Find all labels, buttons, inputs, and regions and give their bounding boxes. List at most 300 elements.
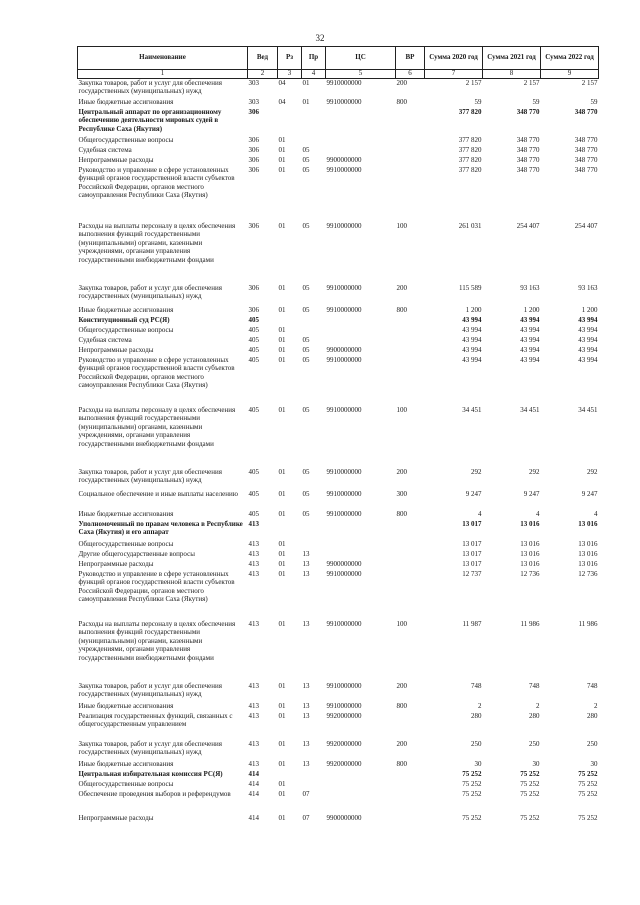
cell-sum-2022: 43 994 (578, 346, 598, 354)
column-number: 6 (396, 70, 425, 79)
cell-name: Закупка товаров, работ и услуг для обеспечения государственных (муниципальных) нужд (78, 740, 222, 757)
cell-rz: 01 (278, 146, 286, 154)
cell-sum-2020: 75 252 (462, 780, 482, 788)
cell-pr (302, 316, 326, 326)
table-row (78, 570, 599, 620)
cell-sum-2022: 12 736 (578, 570, 598, 578)
cell-vr (396, 540, 425, 550)
table-header-row (78, 47, 599, 70)
cell-sum-2022: 2 157 (581, 78, 598, 87)
cell-ved: 405 (248, 326, 259, 334)
table-row (78, 550, 599, 560)
cell-sum-2021: 43 994 (520, 326, 540, 334)
cell-cs: 9910000000 (326, 490, 362, 498)
cell-sum-2021: 348 770 (516, 156, 540, 164)
cell-ved: 303 (248, 98, 259, 106)
cell-name: Расходы на выплаты персоналу в целях обеспечения выполнения функций государственными (муниципальными) органами, казенными учреждениями, органами управления государственными внебюджетными фондами (78, 620, 236, 662)
cell-ved: 306 (248, 136, 259, 144)
cell-ved: 306 (248, 284, 259, 292)
cell-rz: 01 (278, 560, 286, 568)
table-row (78, 146, 599, 156)
cell-pr (302, 136, 326, 146)
cell-rz: 01 (278, 740, 286, 748)
cell-sum-2022: 9 247 (581, 490, 598, 498)
cell-ved: 303 (248, 78, 259, 87)
cell-pr: 07 (302, 790, 310, 798)
cell-sum-2020: 9 247 (465, 490, 482, 498)
cell-cs: 9910000000 (326, 306, 362, 314)
cell-sum-2021: 292 (529, 468, 540, 476)
cell-vr: 800 (396, 760, 407, 768)
cell-sum-2021: 43 994 (520, 356, 540, 364)
cell-rz: 01 (278, 702, 286, 710)
cell-vr (396, 108, 425, 136)
header-vr: ВР (396, 47, 425, 70)
cell-name: Судебная система (78, 336, 132, 344)
table-row (78, 468, 599, 490)
table-row (78, 98, 599, 108)
cell-rz: 01 (278, 336, 286, 344)
cell-pr: 13 (302, 712, 310, 720)
cell-cs: 9910000000 (326, 702, 362, 710)
cell-ved: 306 (248, 156, 259, 164)
cell-rz: 01 (278, 790, 286, 798)
cell-sum-2020: 75 252 (462, 790, 482, 798)
cell-pr: 13 (302, 760, 310, 768)
cell-sum-2022: 280 (587, 712, 598, 720)
cell-cs: 9910000000 (326, 166, 362, 174)
cell-sum-2022: 59 (590, 98, 598, 106)
cell-cs: 9900000000 (326, 814, 362, 822)
cell-sum-2022: 1 200 (581, 306, 598, 314)
table-row (78, 166, 599, 222)
table-row (78, 814, 599, 824)
cell-ved: 405 (248, 490, 259, 498)
cell-vr: 800 (396, 98, 407, 106)
cell-sum-2021: 13 016 (520, 520, 540, 528)
cell-name: Закупка товаров, работ и услуг для обеспечения государственных (муниципальных) нужд (78, 284, 222, 301)
cell-vr: 200 (396, 284, 407, 292)
cell-sum-2022: 4 (594, 510, 598, 518)
cell-sum-2020: 4 (478, 510, 482, 518)
cell-sum-2021: 75 252 (520, 814, 540, 822)
table-row (78, 560, 599, 570)
cell-name: Общегосударственные вопросы (78, 540, 174, 548)
cell-sum-2022: 93 163 (578, 284, 598, 292)
cell-ved: 413 (248, 760, 259, 768)
cell-pr: 05 (302, 346, 310, 354)
cell-sum-2020: 280 (471, 712, 482, 720)
cell-sum-2021: 348 770 (516, 108, 540, 116)
cell-vr (396, 560, 425, 570)
cell-name: Иные бюджетные ассигнования (78, 98, 174, 106)
cell-sum-2022: 75 252 (578, 780, 598, 788)
column-number: 9 (541, 70, 599, 79)
cell-sum-2022: 254 407 (574, 222, 598, 230)
cell-ved: 405 (248, 510, 259, 518)
cell-name: Общегосударственные вопросы (78, 326, 174, 334)
table-row (78, 740, 599, 760)
table-row (78, 712, 599, 740)
cell-sum-2020: 12 737 (462, 570, 482, 578)
cell-vr (396, 770, 425, 780)
column-number: 3 (278, 70, 302, 79)
cell-rz: 04 (278, 98, 286, 106)
cell-cs: 9900000000 (326, 346, 362, 354)
cell-name: Закупка товаров, работ и услуг для обеспечения государственных (муниципальных) нужд (78, 468, 222, 485)
cell-pr: 13 (302, 560, 310, 568)
cell-rz (278, 520, 302, 540)
table-row (78, 78, 599, 98)
column-number: 2 (248, 70, 278, 79)
table-body (78, 78, 599, 824)
cell-name: Иные бюджетные ассигнования (78, 702, 174, 710)
cell-sum-2022: 748 (587, 682, 598, 690)
cell-sum-2020: 43 994 (462, 346, 482, 354)
cell-cs: 9920000000 (326, 760, 362, 768)
table-row (78, 306, 599, 316)
cell-vr (396, 166, 425, 222)
cell-vr (396, 156, 425, 166)
cell-rz: 01 (278, 814, 286, 822)
cell-ved: 306 (248, 108, 259, 116)
cell-ved: 413 (248, 712, 259, 720)
table-row (78, 510, 599, 520)
cell-cs: 9900000000 (326, 156, 362, 164)
cell-rz: 01 (278, 620, 286, 628)
cell-sum-2022: 2 (594, 702, 598, 710)
cell-sum-2020: 11 987 (462, 620, 482, 628)
cell-vr: 800 (396, 510, 407, 518)
table-row (78, 490, 599, 510)
cell-pr: 05 (302, 166, 310, 174)
cell-sum-2022: 13 016 (578, 560, 598, 568)
cell-pr: 05 (302, 156, 310, 164)
cell-name: Центральная избирательная комиссия РС(Я) (78, 770, 223, 778)
cell-ved: 413 (248, 620, 259, 628)
cell-rz (278, 316, 302, 326)
table-row (78, 346, 599, 356)
cell-sum-2022: 75 252 (578, 814, 598, 822)
cell-sum-2022: 30 (590, 760, 598, 768)
cell-sum-2021: 2 (536, 702, 540, 710)
cell-cs: 9920000000 (326, 740, 362, 748)
cell-pr (302, 770, 326, 780)
cell-name: Непрограммные расходы (78, 346, 154, 354)
cell-name: Другие общегосударственные вопросы (78, 550, 195, 558)
cell-vr (396, 780, 425, 790)
cell-name: Непрограммные расходы (78, 814, 154, 822)
cell-vr: 200 (396, 740, 407, 748)
cell-rz (278, 108, 302, 136)
cell-sum-2021: 93 163 (520, 284, 540, 292)
cell-rz (278, 770, 302, 780)
cell-vr (396, 336, 425, 346)
cell-sum-2020: 59 (474, 98, 482, 106)
cell-vr (396, 326, 425, 336)
cell-sum-2021: 13 016 (520, 540, 540, 548)
cell-rz: 04 (278, 78, 286, 87)
column-number: 4 (302, 70, 326, 79)
cell-pr: 13 (302, 682, 310, 690)
cell-ved: 413 (248, 550, 259, 558)
cell-vr: 200 (396, 682, 407, 690)
cell-rz: 01 (278, 468, 286, 476)
cell-sum-2021: 11 986 (520, 620, 540, 628)
cell-ved: 413 (248, 740, 259, 748)
cell-name: Закупка товаров, работ и услуг для обеспечения государственных (муниципальных) нужд (78, 78, 222, 95)
cell-sum-2020: 377 820 (458, 146, 482, 154)
cell-ved: 306 (248, 166, 259, 174)
cell-vr (396, 346, 425, 356)
cell-sum-2020: 30 (474, 760, 482, 768)
table-row (78, 284, 599, 306)
table-row (78, 316, 599, 326)
cell-pr: 05 (302, 510, 310, 518)
cell-name: Расходы на выплаты персоналу в целях обеспечения выполнения функций государственными (муниципальными) органами, казенными учреждениями, органами управления государственными внебюджетными фондами (78, 406, 236, 448)
cell-cs (326, 326, 396, 336)
cell-ved: 306 (248, 146, 259, 154)
cell-sum-2021: 1 200 (523, 306, 540, 314)
cell-cs (326, 540, 396, 550)
cell-sum-2021: 4 (536, 510, 540, 518)
cell-cs (326, 316, 396, 326)
cell-vr (396, 570, 425, 620)
cell-pr: 01 (302, 78, 310, 87)
cell-rz: 01 (278, 166, 286, 174)
cell-ved: 405 (248, 336, 259, 344)
table-row (78, 136, 599, 146)
cell-sum-2021: 34 451 (520, 406, 540, 414)
cell-sum-2020: 13 017 (462, 520, 482, 528)
cell-vr: 800 (396, 702, 407, 710)
cell-cs (326, 790, 396, 814)
cell-vr (396, 316, 425, 326)
cell-pr: 01 (302, 98, 310, 106)
column-number: 8 (483, 70, 541, 79)
cell-pr: 13 (302, 550, 310, 558)
table-row (78, 780, 599, 790)
cell-ved: 413 (248, 560, 259, 568)
cell-ved: 414 (248, 790, 259, 798)
header-cs: ЦС (326, 47, 396, 70)
header-sum-2021: Сумма 2021 год (483, 47, 541, 70)
cell-cs: 9920000000 (326, 712, 362, 720)
cell-rz: 01 (278, 156, 286, 164)
table-row (78, 620, 599, 682)
cell-pr: 05 (302, 306, 310, 314)
cell-name: Общегосударственные вопросы (78, 780, 174, 788)
cell-cs: 9910000000 (326, 682, 362, 690)
cell-ved: 414 (248, 780, 259, 788)
cell-sum-2020: 250 (471, 740, 482, 748)
cell-sum-2021: 2 157 (523, 78, 540, 87)
cell-vr: 300 (396, 490, 407, 498)
column-number: 5 (326, 70, 396, 79)
cell-cs: 9910000000 (326, 620, 362, 628)
cell-pr: 13 (302, 702, 310, 710)
cell-sum-2020: 43 994 (462, 326, 482, 334)
table-row (78, 156, 599, 166)
cell-pr: 05 (302, 336, 310, 344)
cell-sum-2020: 34 451 (462, 406, 482, 414)
cell-name: Обеспечение проведения выборов и референдумов (78, 790, 231, 798)
table-row (78, 790, 599, 814)
cell-pr: 05 (302, 406, 310, 414)
cell-vr: 200 (396, 468, 407, 476)
cell-sum-2022: 292 (587, 468, 598, 476)
cell-rz: 01 (278, 326, 286, 334)
cell-cs: 9910000000 (326, 468, 362, 476)
cell-cs: 9910000000 (326, 570, 362, 578)
cell-vr (396, 136, 425, 146)
cell-rz: 01 (278, 712, 286, 720)
cell-vr (396, 356, 425, 406)
cell-name: Судебная система (78, 146, 132, 154)
cell-ved: 306 (248, 306, 259, 314)
cell-sum-2020: 377 820 (458, 156, 482, 164)
cell-name: Непрограммные расходы (78, 560, 154, 568)
cell-sum-2021: 748 (529, 682, 540, 690)
cell-vr (396, 146, 425, 156)
cell-sum-2021: 30 (532, 760, 540, 768)
cell-sum-2021: 13 016 (520, 550, 540, 558)
cell-cs: 9910000000 (326, 406, 362, 414)
cell-sum-2020: 75 252 (462, 770, 482, 778)
cell-cs: 9910000000 (326, 510, 362, 518)
header-ved: Вед (248, 47, 278, 70)
cell-ved: 306 (248, 222, 259, 230)
cell-sum-2022: 348 770 (574, 156, 598, 164)
cell-vr (396, 520, 425, 540)
cell-name: Расходы на выплаты персоналу в целях обеспечения выполнения функций государственными (муниципальными) органами, казенными учреждениями, органами управления государственными внебюджетными фондами (78, 222, 236, 264)
cell-sum-2022: 13 016 (578, 540, 598, 548)
cell-sum-2022: 43 994 (578, 356, 598, 364)
cell-sum-2020: 377 820 (458, 108, 482, 116)
cell-sum-2020: 13 017 (462, 540, 482, 548)
cell-sum-2021: 280 (529, 712, 540, 720)
cell-sum-2020: 748 (471, 682, 482, 690)
cell-pr: 05 (302, 222, 310, 230)
cell-name: Центральный аппарат по организационному обеспечению деятельности мировых судей в Республике Саха (Якутия) (78, 108, 222, 133)
table-row (78, 356, 599, 406)
cell-rz: 01 (278, 222, 286, 230)
cell-cs: 9900000000 (326, 560, 362, 568)
cell-sum-2022: 13 016 (578, 550, 598, 558)
cell-pr: 05 (302, 468, 310, 476)
cell-vr: 800 (396, 306, 407, 314)
cell-name: Социальное обеспечение и иные выплаты населению (78, 490, 238, 498)
cell-ved: 413 (248, 702, 259, 710)
cell-cs: 9910000000 (326, 98, 362, 106)
cell-name: Уполномоченный по правам человека в Республике Саха (Якутия) и его аппарат (78, 520, 243, 537)
cell-sum-2021: 12 736 (520, 570, 540, 578)
cell-sum-2021: 43 994 (520, 336, 540, 344)
cell-sum-2020: 1 200 (465, 306, 482, 314)
header-pr: Пр (302, 47, 326, 70)
table-row (78, 108, 599, 136)
cell-cs (326, 770, 396, 780)
cell-ved: 405 (248, 406, 259, 414)
header-sum-2022: Сумма 2022 год (541, 47, 599, 70)
table-row (78, 682, 599, 702)
cell-ved: 414 (248, 814, 259, 822)
cell-name: Иные бюджетные ассигнования (78, 510, 174, 518)
cell-rz: 01 (278, 306, 286, 314)
cell-sum-2020: 43 994 (462, 316, 482, 324)
cell-rz: 01 (278, 490, 286, 498)
cell-name: Руководство и управление в сфере установленных функций органов государственной власти субъектов Российской Федерации, органов местного самоуправления Республики Саха (Якутия) (78, 166, 235, 200)
cell-sum-2021: 348 770 (516, 136, 540, 144)
cell-ved: 405 (248, 346, 259, 354)
cell-sum-2020: 13 017 (462, 560, 482, 568)
header-sum-2020: Сумма 2020 год (425, 47, 483, 70)
cell-name: Иные бюджетные ассигнования (78, 760, 174, 768)
column-number-row (78, 70, 599, 79)
cell-sum-2021: 348 770 (516, 146, 540, 154)
table-row (78, 336, 599, 346)
cell-rz: 01 (278, 136, 286, 144)
cell-ved: 413 (248, 540, 259, 548)
cell-pr (302, 326, 326, 336)
cell-name: Общегосударственные вопросы (78, 136, 174, 144)
cell-sum-2020: 261 031 (458, 222, 482, 230)
cell-ved: 413 (248, 520, 259, 528)
cell-name: Непрограммные расходы (78, 156, 154, 164)
cell-sum-2021: 43 994 (520, 316, 540, 324)
cell-sum-2021: 75 252 (520, 770, 540, 778)
cell-name: Руководство и управление в сфере установленных функций органов государственной власти субъектов Российской Федерации, органов местного самоуправления Республики Саха (Якутия) (78, 356, 235, 390)
table-row (78, 760, 599, 770)
cell-pr: 13 (302, 620, 310, 628)
header-name: Наименование (78, 47, 248, 70)
cell-ved: 405 (248, 356, 259, 364)
cell-rz: 01 (278, 550, 286, 558)
cell-sum-2020: 2 157 (465, 78, 482, 87)
cell-ved: 405 (248, 468, 259, 476)
page-number: 32 (315, 33, 325, 43)
cell-ved: 405 (248, 316, 259, 324)
cell-sum-2020: 2 (478, 702, 482, 710)
cell-pr: 05 (302, 284, 310, 292)
cell-sum-2022: 348 770 (574, 108, 598, 116)
cell-cs (326, 136, 396, 146)
cell-name: Иные бюджетные ассигнования (78, 306, 174, 314)
cell-sum-2022: 11 986 (578, 620, 598, 628)
cell-sum-2022: 34 451 (578, 406, 598, 414)
cell-name: Закупка товаров, работ и услуг для обеспечения государственных (муниципальных) нужд (78, 682, 222, 699)
cell-sum-2022: 43 994 (578, 316, 598, 324)
cell-sum-2021: 75 252 (520, 780, 540, 788)
cell-sum-2020: 115 589 (459, 284, 482, 292)
cell-sum-2022: 43 994 (578, 336, 598, 344)
cell-rz: 01 (278, 346, 286, 354)
table-row (78, 222, 599, 284)
cell-sum-2020: 75 252 (462, 814, 482, 822)
cell-sum-2022: 348 770 (574, 166, 598, 174)
cell-vr (396, 712, 425, 740)
cell-sum-2022: 250 (587, 740, 598, 748)
table-row (78, 702, 599, 712)
cell-rz: 01 (278, 540, 286, 548)
cell-sum-2020: 377 820 (458, 166, 482, 174)
cell-rz: 01 (278, 284, 286, 292)
cell-rz: 01 (278, 406, 286, 414)
table-row (78, 520, 599, 540)
table-row (78, 406, 599, 468)
cell-vr: 100 (396, 222, 407, 230)
cell-sum-2022: 13 016 (578, 520, 598, 528)
